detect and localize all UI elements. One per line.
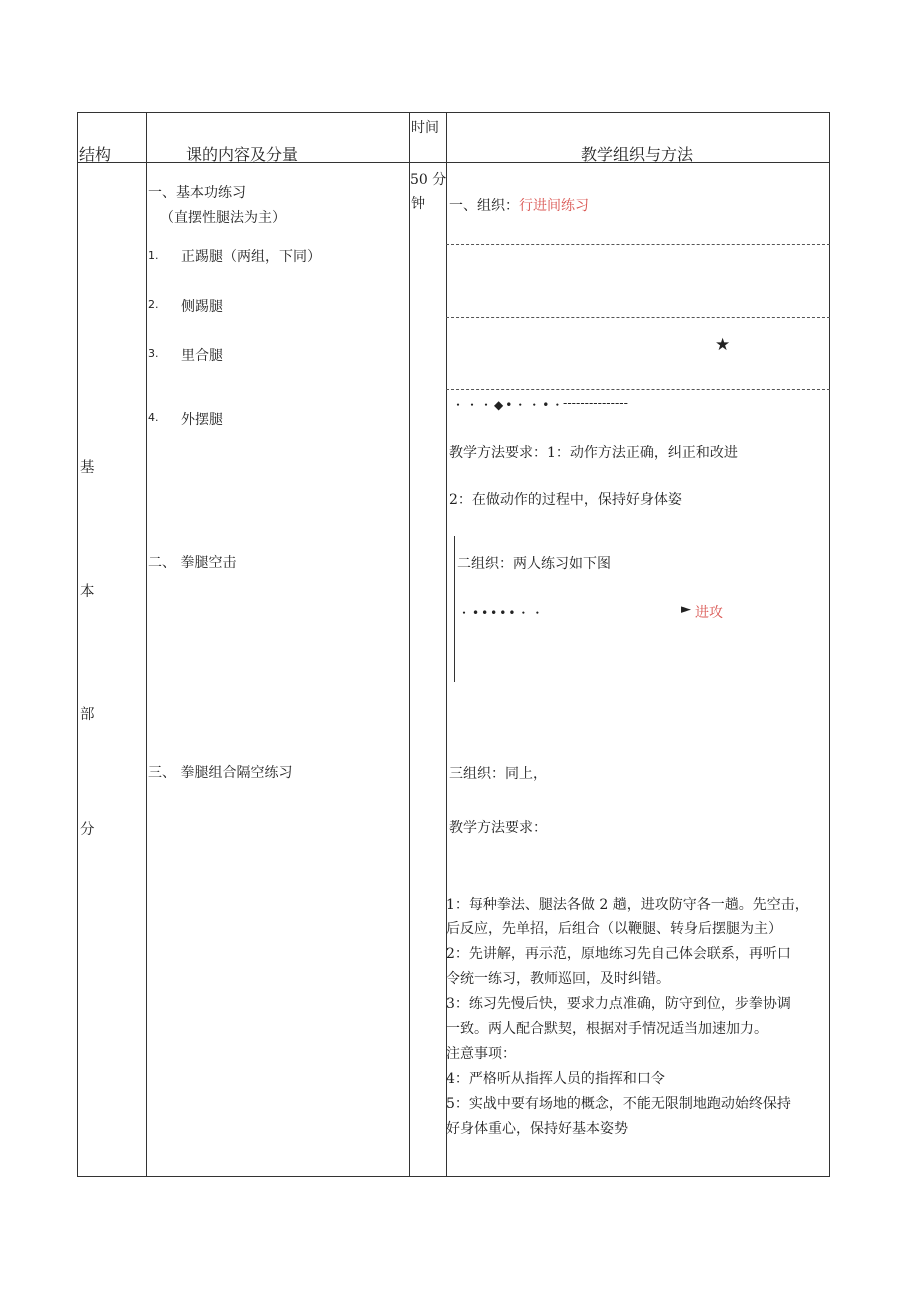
content-item-1: 正踢腿（两组，下同） xyxy=(181,249,321,265)
column-divider-1 xyxy=(146,112,147,1177)
method-org2: 二组织：两人练习如下图 xyxy=(457,556,611,572)
content-section2-title: 二、 拳腿空击 xyxy=(148,555,237,571)
structure-char-4: 分 xyxy=(80,822,95,838)
method-note-line: 4：严格听从指挥人员的指挥和口令 xyxy=(446,1071,665,1087)
attack-label: 进攻 xyxy=(695,605,723,621)
method-org1 xyxy=(449,195,589,215)
content-item-2-number: 2. xyxy=(148,298,159,311)
method-org1-highlight: 行进间练习 xyxy=(519,198,589,214)
content-item-4-number: 4. xyxy=(148,411,159,424)
table-top-border xyxy=(77,112,830,113)
content-item-3-number: 3. xyxy=(148,347,159,360)
content-item-2: 侧踢腿 xyxy=(181,299,223,315)
formation-dots-row1: ・・・◆•・・•・ xyxy=(452,398,566,412)
method-note-line: 2：先讲解，再示范，原地练习先自己体会联系，再听口 xyxy=(446,946,791,962)
structure-char-2: 本 xyxy=(80,584,95,600)
table-right-border xyxy=(829,112,830,1177)
method-requirement-title: 教学方法要求： xyxy=(449,820,547,836)
structure-char-3: 部 xyxy=(80,707,95,723)
structure-char-1: 基 xyxy=(80,460,95,476)
pair-diagram-line xyxy=(454,536,455,682)
content-section1-title: 一、基本功练习 xyxy=(148,185,246,201)
method-note-line: 一致。两人配合默契，根据对手情况适当加速加力。 xyxy=(446,1021,768,1037)
content-item-4: 外摆腿 xyxy=(181,412,223,428)
content-item-1-number: 1. xyxy=(148,249,159,262)
method-note-line: 注意事项： xyxy=(446,1046,516,1062)
time-duration-line1: 50 分 xyxy=(410,172,447,188)
header-method: 教学组织与方法 xyxy=(581,145,694,164)
content-section3-title: 三、 拳腿组合隔空练习 xyxy=(148,765,293,781)
method-note-line: 后反应，先单招，后组合（以鞭腿、转身后摆腿为主） xyxy=(446,921,782,937)
table-left-border xyxy=(77,112,78,1177)
method-note-line: 好身体重心，保持好基本姿势 xyxy=(446,1121,628,1137)
method-separator-2 xyxy=(446,317,830,318)
column-divider-2 xyxy=(409,112,410,1177)
method-note-line: 3：练习先慢后快，要求力点准确，防守到位，步拳协调 xyxy=(446,996,791,1012)
method-org1-prefix: 一、组织： xyxy=(449,198,519,214)
method-note-line: 令统一练习，教师巡回，及时纠错。 xyxy=(446,971,670,987)
content-section1-subtitle: （直摆性腿法为主） xyxy=(160,210,286,226)
star-icon: ★ xyxy=(715,335,731,355)
table-bottom-border xyxy=(77,1176,830,1177)
content-item-3: 里合腿 xyxy=(181,348,223,364)
method-org3: 三组织：同上， xyxy=(449,766,547,782)
attack-arrow-icon: ► xyxy=(681,602,691,617)
method-requirement-line1: 教学方法要求：1：动作方法正确，纠正和改进 xyxy=(449,445,738,461)
method-note-line: 5：实战中要有场地的概念，不能无限制地跑动始终保持 xyxy=(446,1096,791,1112)
header-content: 课的内容及分量 xyxy=(186,145,299,164)
method-note-line: 1：每种拳法、腿法各做 2 趟，进攻防守各一趟。先空击， xyxy=(446,897,809,913)
method-requirement-line2: 2：在做动作的过程中，保持好身体姿 xyxy=(449,492,682,508)
method-separator-1 xyxy=(446,244,830,245)
formation-dots-row2: ・•••••・・ xyxy=(458,606,546,620)
method-separator-3 xyxy=(446,389,830,390)
header-structure: 结构 xyxy=(79,145,112,164)
time-duration-line2: 钟 xyxy=(411,196,425,212)
formation-dashes-row1: --------------- xyxy=(563,396,628,410)
header-time: 时间 xyxy=(411,120,439,136)
